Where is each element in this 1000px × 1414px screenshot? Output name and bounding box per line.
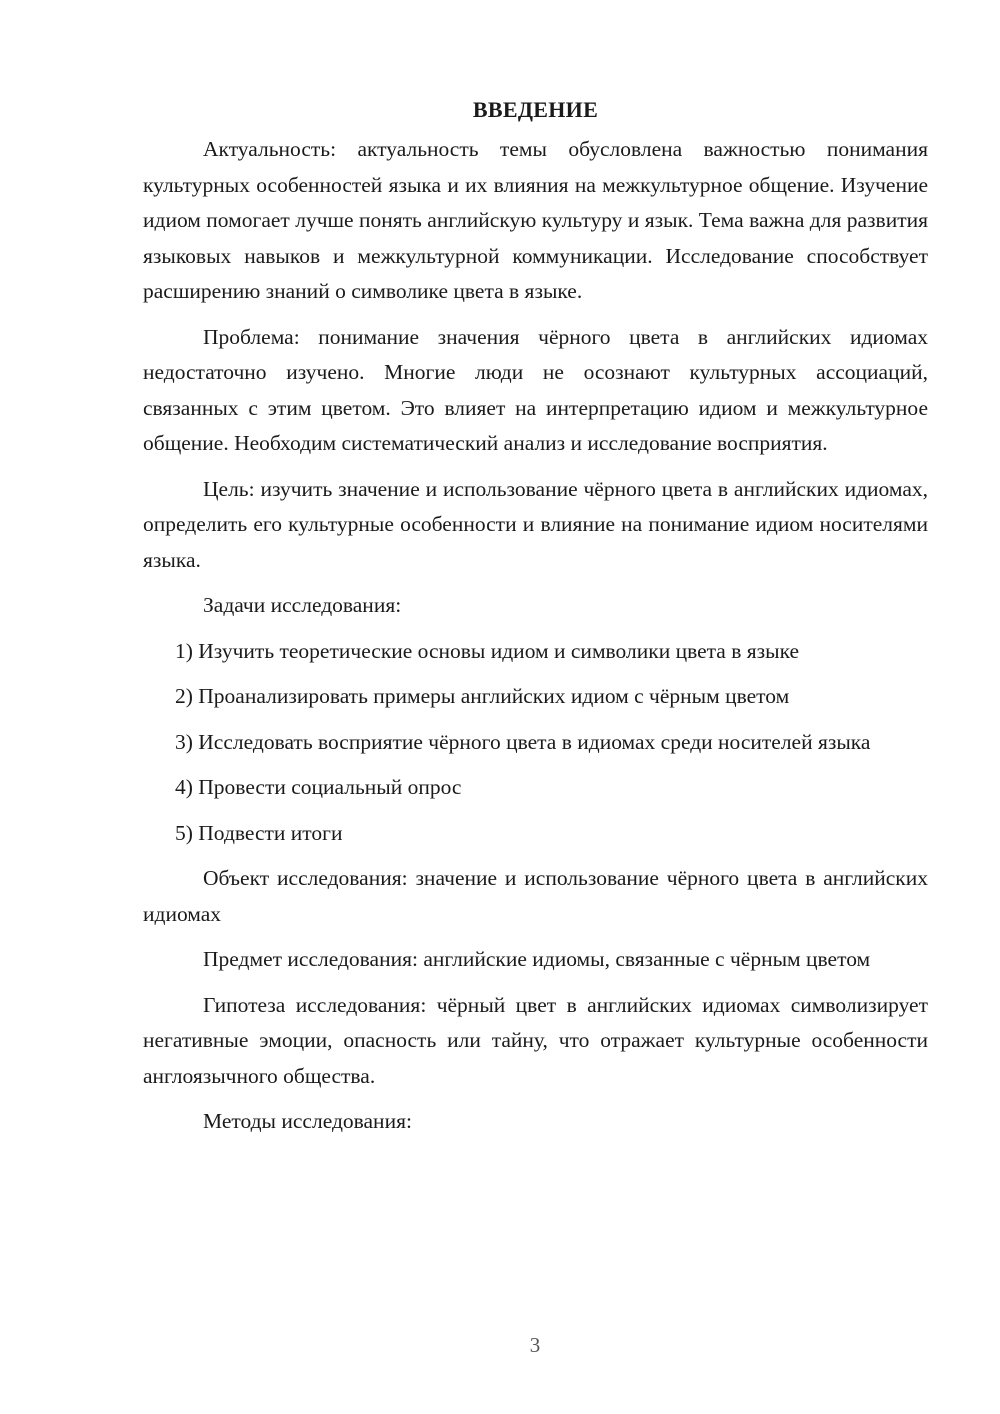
paragraph-object: Объект исследования: значение и использование чёрного цвета в английских идиомах [143, 866, 928, 926]
task-item-4: 4) Провести социальный опрос [175, 775, 462, 799]
task-item-5: 5) Подвести итоги [175, 820, 343, 845]
task-item-3: 3) Исследовать восприятие чёрного цвета в идиомах среди носителей языка [175, 729, 871, 754]
paragraph-relevance: Актуальность: актуальность темы обусловлена важностью понимания культурных особенностей языка и их влияния на межкультурное общение. Изучение идиом помогает лучше понять английскую культуру и язык. Тема важна для развития языковых навыков и межкультурной коммуникации. Исследование способствует расширению знаний о символике цвета в языке. [143, 137, 928, 303]
paragraph-subject: Предмет исследования: английские идиомы, связанные с чёрным цветом [203, 947, 871, 971]
paragraph-hypothesis: Гипотеза исследования: чёрный цвет в английских идиомах символизирует негативные эмоции, опасность или тайну, что отражает культурные особенности англоязычного общества. [143, 992, 928, 1088]
task-item-2: 2) Проанализировать примеры английских идиом с чёрным цветом [175, 684, 790, 708]
paragraph-goal: Цель: изучить значение и использование чёрного цвета в английских идиомах, определить его культурные особенности и влияние на понимание идиом носителями языка. [143, 476, 928, 572]
page-content [143, 92, 928, 1150]
task-item-1: 1) Изучить теоретические основы идиом и символики цвета в языке [175, 638, 800, 663]
paragraph-methods: Методы исследования: [203, 1109, 412, 1133]
page-title: ВВЕДЕНИЕ [472, 97, 599, 122]
tasks-title: Задачи исследования: [203, 593, 402, 617]
page-number: 3 [529, 1333, 541, 1357]
paragraph-problem: Проблема: понимание значения чёрного цвета в английских идиомах недостаточно изучено. Многие люди не осознают культурных ассоциаций, связанных с этим цветом. Это влияет на интерпретацию идиом и межкультурное общение. Необходим систематический анализ и исследование восприятия. [143, 324, 928, 455]
